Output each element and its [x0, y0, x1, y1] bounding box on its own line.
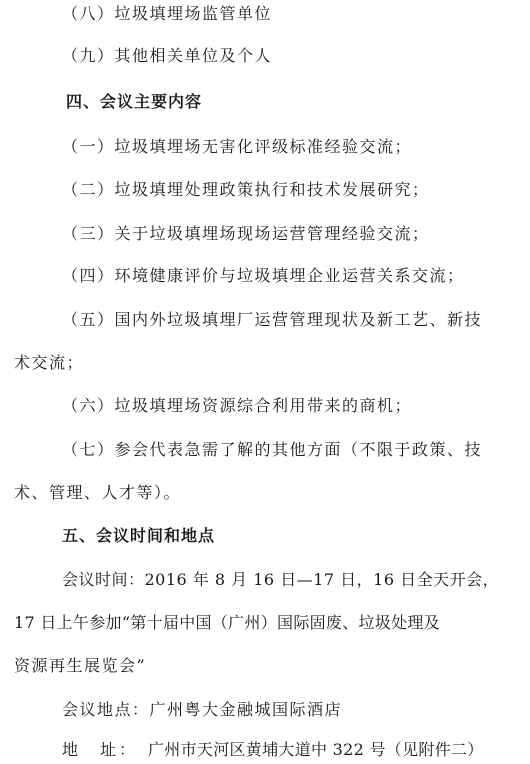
list-item-continuation: 术交流；: [14, 353, 85, 372]
list-item: （四）环境健康评价与垃圾填埋企业运营关系交流；: [62, 266, 465, 285]
list-item: （八）垃圾填埋场监管单位: [62, 4, 273, 23]
list-item: （五）国内外垃圾填埋厂运营管理现状及新工艺、新技: [62, 310, 483, 329]
meeting-place-line: 会议地点：广州粤大金融城国际酒店: [62, 700, 343, 719]
list-item: （六）垃圾填埋场资源综合利用带来的商机；: [62, 396, 413, 415]
list-item: （二）垃圾填埋处理政策执行和技术发展研究；: [62, 180, 430, 199]
address-label: 地 址：: [62, 740, 139, 759]
meeting-time-line: 会议时间：2016 年 8 月 16 日—17 日，16 日全天开会，: [62, 570, 500, 589]
meeting-time-line: 资源再生展览会”: [14, 656, 147, 675]
meeting-time-line: 17 日上午参加“第十届中国（广州）国际固废、垃圾处理及: [14, 613, 441, 632]
section-heading: 四、会议主要内容: [66, 92, 203, 111]
list-item: （九）其他相关单位及个人: [62, 46, 273, 65]
list-item: （七）参会代表急需了解的其他方面（不限于政策、技: [62, 440, 483, 459]
address-value: 广州市天河区黄埔大道中 322 号（见附件二）: [148, 740, 484, 759]
list-item: （三）关于垃圾填埋场现场运营管理经验交流；: [62, 224, 430, 243]
list-item: （一）垃圾填埋场无害化评级标准经验交流；: [62, 137, 413, 156]
section-heading: 五、会议时间和地点: [62, 526, 216, 545]
list-item-continuation: 术、管理、人才等）。: [14, 483, 182, 502]
